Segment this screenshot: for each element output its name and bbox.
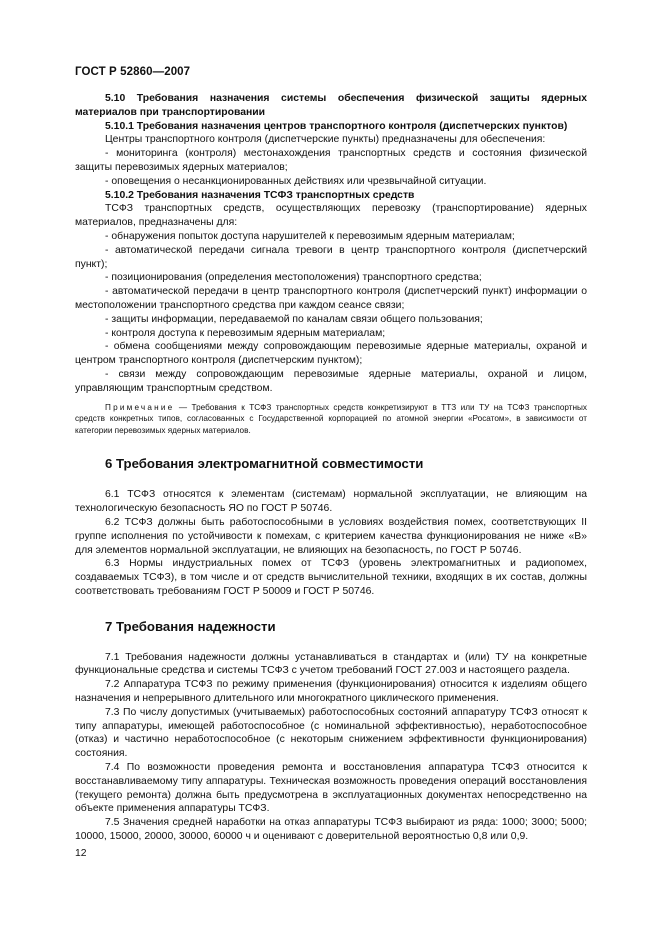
paragraph-7-1: 7.1 Требования надежности должны устанавливаться в стандартах и (или) ТУ на конкретные функциональные средства и системы ТСФЗ с учетом требований ГОСТ 27.003 и настоящего раздела. [75,651,587,677]
list-item: - контроля доступа к перевозимым ядерным материалам; [105,327,386,339]
list-item: - оповещения о несанкционированных действиях или чрезвычайной ситуации. [105,175,487,187]
list-item: - автоматической передачи сигнала тревоги в центр транспортного контроля (диспетчерский пункт); [75,244,587,270]
section-5-10-1-intro: Центры транспортного контроля (диспетчерские пункты) предназначены для обеспечения: [105,134,546,146]
list-item: - мониторинга (контроля) местонахождения транспортных средств и состояния физической защиты перевозимых ядерных материалов; [75,148,587,173]
list-item: - обмена сообщениями между сопровождающим перевозимые ядерные материалы, охраной и центром транспортного контроля (диспетчерским пунктом); [75,341,587,367]
section-6-heading: 6 Требования электромагнитной совместимости [105,456,424,472]
page-number: 12 [75,848,87,859]
list-item: - позиционирования (определения местоположения) транспортного средства; [105,272,482,284]
section-5-10-1-title: 5.10.1 Требования назначения центров транспортного контроля (диспетчерских пунктов) [105,120,568,132]
section-5-10-title: 5.10 Требования назначения системы обеспечения физической защиты ядерных материалов при транспортировании [75,93,587,118]
paragraph-7-2: 7.2 Аппаратура ТСФЗ по режиму применения (функционирования) относится к изделиям общего назначения и непрерывного длительного или многократного циклического применения. [75,679,587,705]
list-item: - обнаружения попыток доступа нарушителей к перевозимым ядерным материалам; [105,230,515,242]
note-text: — Требования к ТСФЗ транспортных средств конкретизируют в ТТЗ или ТУ на ТСФЗ транспортных средств конкретных типов, согласованных с Государственной корпорацией по атомной энергии «Росатом», в зависимости от категории перевозимых ядерных материалов. [75,402,587,435]
section-5-10-2-intro: ТСФЗ транспортных средств, осуществляющих перевозку (транспортирование) ядерных материалов, предназначены для: [75,203,587,229]
paragraph-7-5: 7.5 Значения средней наработки на отказ аппаратуры ТСФЗ выбирают из ряда: 1000; 3000; 5000; 10000, 15000, 20000, 30000, 60000 ч и оценивают с доверительной вероятностью 0,8 или 0,9. [75,817,587,843]
paragraph-6-2: 6.2 ТСФЗ должны быть работоспособными в условиях воздействия помех, соответствующих II группе исполнения по устойчивости к помехам, с критерием качества функционирования не ниже «В» для элементов нормальной эксплуатации, не влияющих на безопасность, по ГОСТ Р 50746. [75,516,587,556]
paragraph-7-3: 7.3 По числу допустимых (учитываемых) работоспособных состояний аппаратуру ТСФЗ относят к типу аппаратуры, имеющей работоспособное (с номинальной эффективностью), неработоспособное (отказ) и частично неработоспособное (с некоторым снижением эффективности функционирования) состояния. [75,706,587,760]
note [75,402,587,437]
list-item: - автоматической передачи в центр транспортного контроля (диспетчерский пункт) информации о местоположении транспортного средства при каждом сеансе связи; [75,286,587,311]
section-5-10-2-title: 5.10.2 Требования назначения ТСФЗ транспортных средств [105,189,415,201]
list-item: - защиты информации, передаваемой по каналам связи общего пользования; [105,313,483,325]
paragraph-6-1: 6.1 ТСФЗ относятся к элементам (системам) нормальной эксплуатации, не влияющим на технологическую безопасность ЯО по ГОСТ Р 50746. [75,489,587,515]
note-label: Примечание [105,402,175,412]
list-item: - связи между сопровождающим перевозимые ядерные материалы, охраной и лицом, управляющим транспортным средством. [75,368,587,394]
paragraph-7-4: 7.4 По возможности проведения ремонта и восстановления аппаратура ТСФЗ относится к восстанавливаемому типу аппаратуры. Техническая возможность проведения операций восстановления (текущего ремонта) должна быть предусмотрена в эксплуатационных документах непосредственно на объекте применения аппаратуры ТСФЗ. [75,762,587,815]
paragraph-6-3: 6.3 Нормы индустриальных помех от ТСФЗ (уровень электромагнитных и радиопомех, создаваемых ТСФЗ), в том числе и от средств вычислительной техники, входящих в их состав, должны соответствовать требованиям ГОСТ Р 50009 и ГОСТ Р 50746. [75,558,587,597]
section-7-heading: 7 Требования надежности [105,618,276,634]
document-code-header: ГОСТ Р 52860—2007 [75,66,191,78]
page-content [75,92,587,844]
